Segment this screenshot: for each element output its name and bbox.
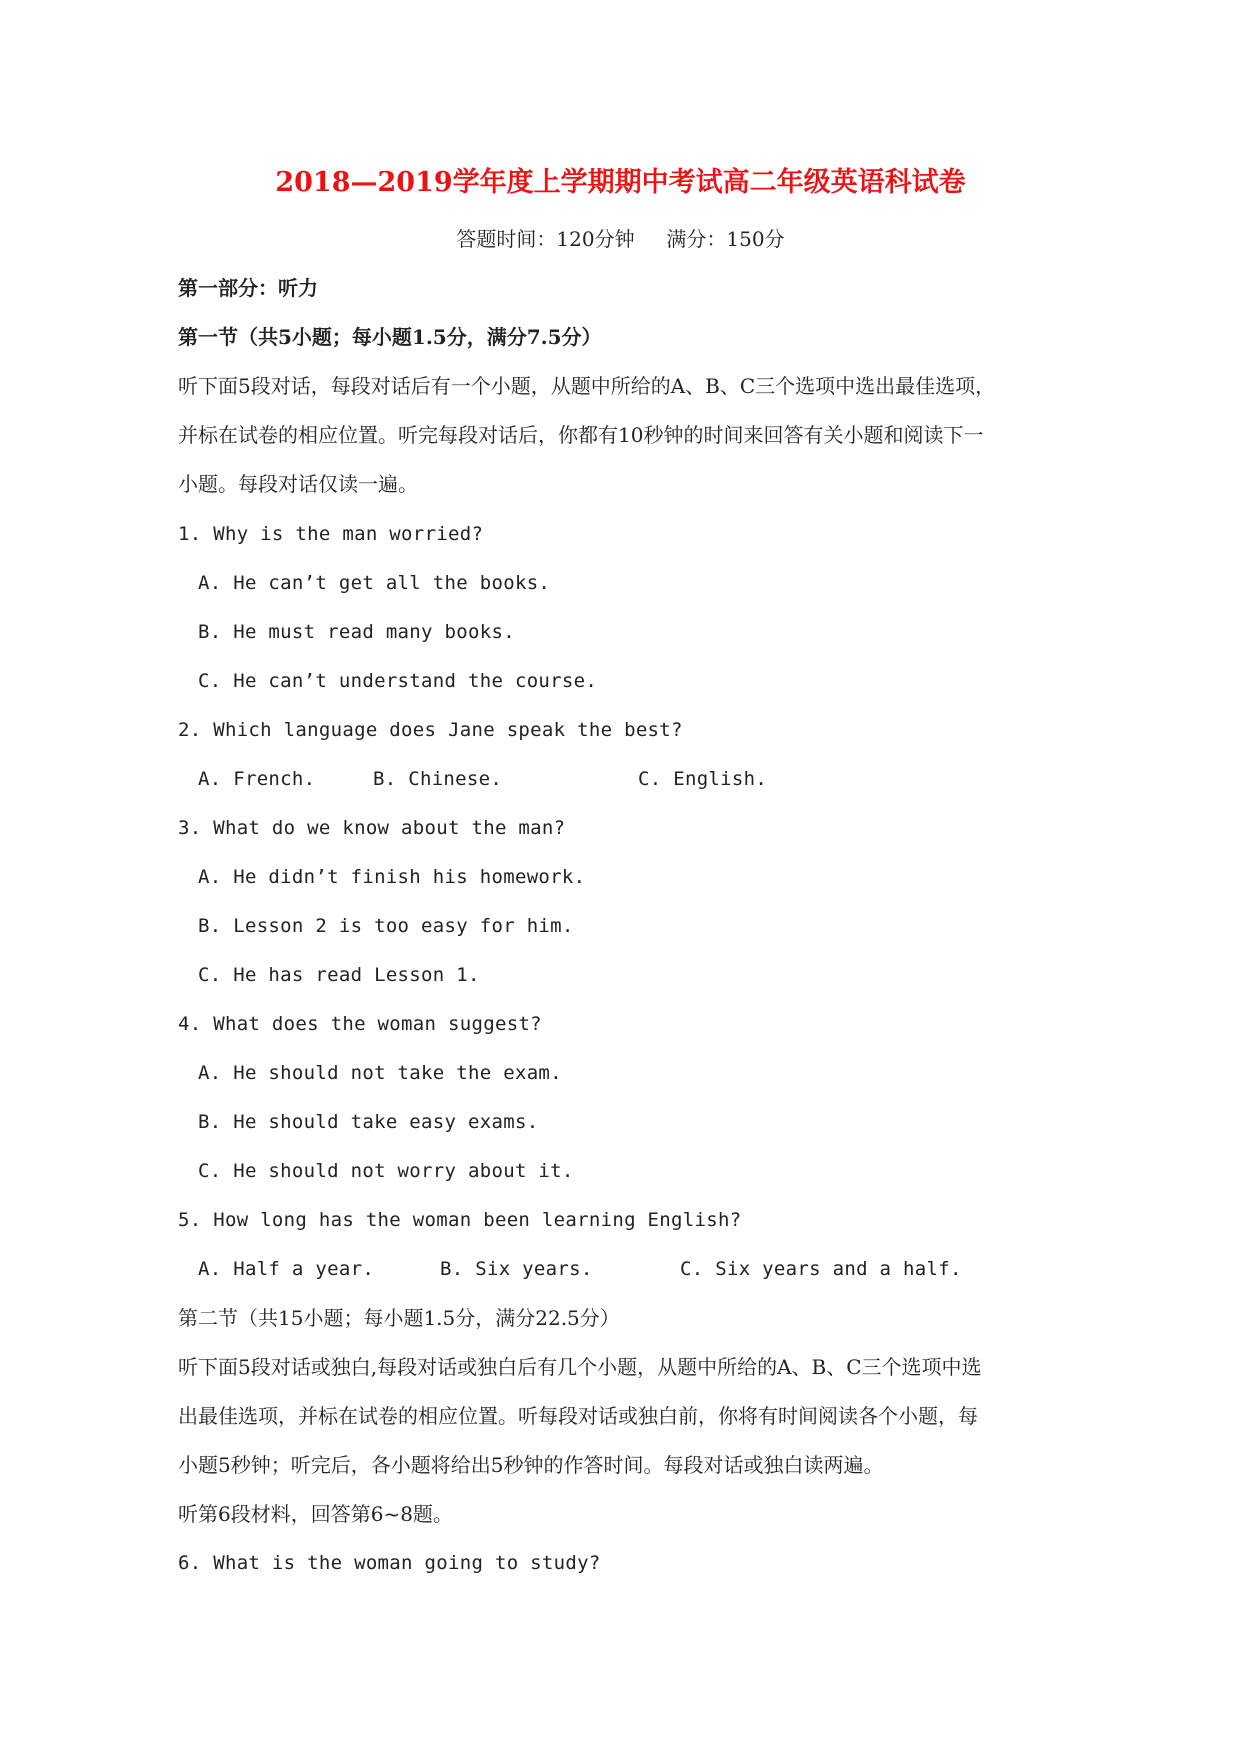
question-2-option-b: B. Chinese.: [373, 768, 503, 790]
question-1-option-b: B. He must read many books.: [198, 621, 515, 643]
part1-heading: 第一部分：听力: [178, 276, 318, 300]
question-6-stem: 6. What is the woman going to study?: [178, 1552, 601, 1574]
question-1-option-c: C. He can’t understand the course.: [198, 670, 598, 692]
section2-instructions-line-1: 听下面5段对话或独白,每段对话或独白后有几个小题，从题中所给的A、B、C三个选项中选: [178, 1355, 982, 1379]
question-3-option-c: C. He has read Lesson 1.: [198, 964, 480, 986]
question-4-option-b: B. He should take easy exams.: [198, 1111, 539, 1133]
exam-time-and-score: 答题时间：120分钟 满分：150分: [456, 227, 785, 251]
material-6-note: 听第6段材料，回答第6~8题。: [178, 1502, 453, 1526]
section1-heading: 第一节（共5小题；每小题1.5分，满分7.5分）: [178, 325, 602, 349]
question-5-option-b: B. Six years.: [440, 1258, 593, 1280]
question-1-stem: 1. Why is the man worried?: [178, 523, 484, 545]
question-5-stem: 5. How long has the woman been learning English?: [178, 1209, 742, 1231]
question-4-option-c: C. He should not worry about it.: [198, 1160, 574, 1182]
question-4-option-a: A. He should not take the exam.: [198, 1062, 562, 1084]
section2-instructions-line-2: 出最佳选项，并标在试卷的相应位置。听每段对话或独白前，你将有时间阅读各个小题，每: [178, 1404, 978, 1428]
exam-title: 2018—2019学年度上学期期中考试高二年级英语科试卷: [275, 167, 966, 198]
question-4-stem: 4. What does the woman suggest?: [178, 1013, 542, 1035]
section1-instructions-line-2: 并标在试卷的相应位置。听完每段对话后，你都有10秒钟的时间来回答有关小题和阅读下一: [178, 423, 984, 447]
question-2-option-c: C. English.: [638, 768, 768, 790]
section2-heading: 第二节（共15小题；每小题1.5分，满分22.5分）: [178, 1306, 620, 1330]
section1-instructions-line-3: 小题。每段对话仅读一遍。: [178, 472, 418, 496]
question-3-option-b: B. Lesson 2 is too easy for him.: [198, 915, 574, 937]
question-2-stem: 2. Which language does Jane speak the best?: [178, 719, 683, 741]
question-1-option-a: A. He can’t get all the books.: [198, 572, 551, 594]
section1-instructions-line-1: 听下面5段对话，每段对话后有一个小题，从题中所给的A、B、C三个选项中选出最佳选项，: [178, 374, 996, 398]
question-2-option-a: A. French.: [198, 768, 316, 790]
section2-instructions-line-3: 小题5秒钟；听完后，各小题将给出5秒钟的作答时间。每段对话或独白读两遍。: [178, 1453, 884, 1477]
question-3-stem: 3. What do we know about the man?: [178, 817, 566, 839]
question-5-option-a: A. Half a year.: [198, 1258, 375, 1280]
question-3-option-a: A. He didn’t finish his homework.: [198, 866, 586, 888]
question-5-option-c: C. Six years and a half.: [680, 1258, 962, 1280]
